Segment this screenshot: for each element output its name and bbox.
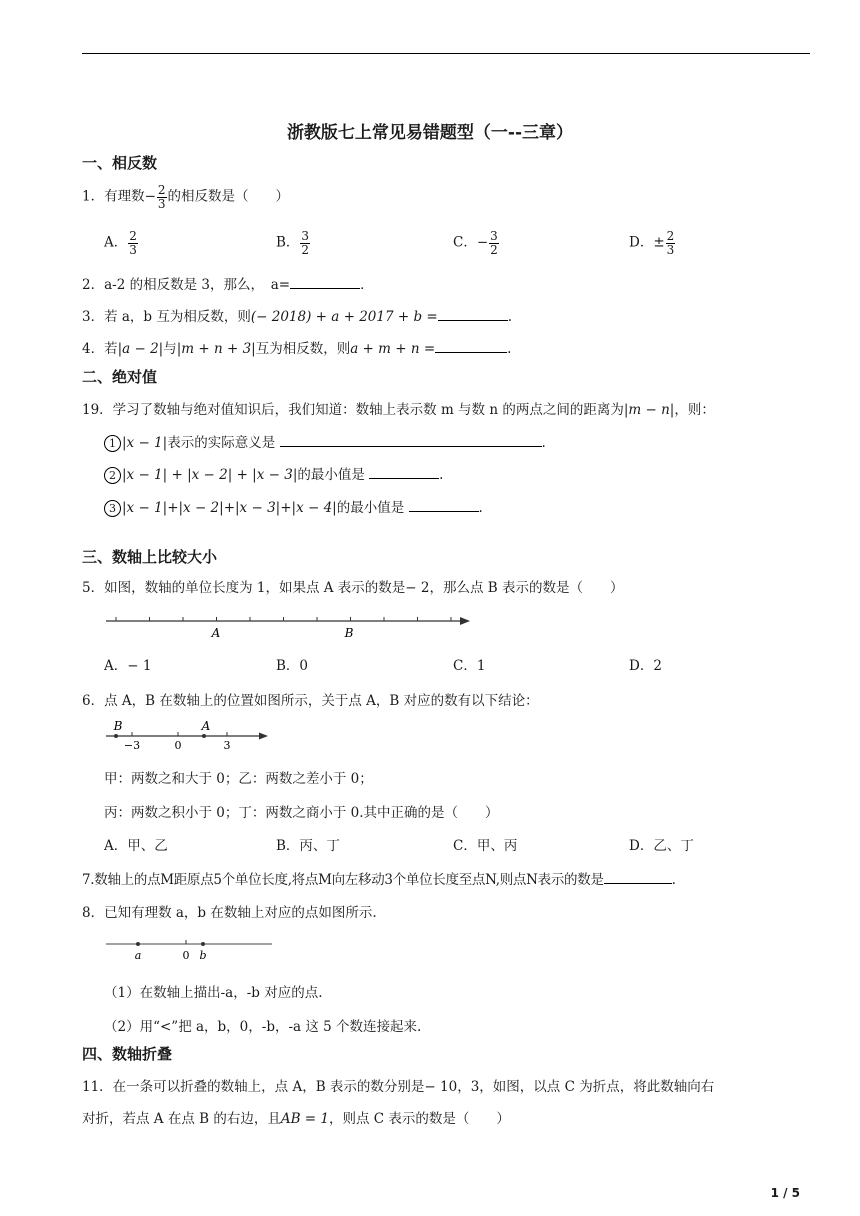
- q6-option-a: A．甲、乙: [104, 838, 168, 854]
- q5-option-a: A．− 1: [104, 658, 152, 674]
- page-number: 1 / 5: [770, 1186, 800, 1200]
- answer-blank: [438, 306, 508, 321]
- question-11-line-2: 对折，若点 A 在点 B 的右边，且AB = 1，则点 C 表示的数是（ ）: [82, 1111, 510, 1127]
- zero-label: 0: [182, 949, 190, 962]
- question-19: 19．学习了数轴与绝对值知识后，我们知道：数轴上表示数 m 与数 n 的两点之间的距离为|m − n|，则：: [82, 402, 715, 418]
- q1-option-c: C．− $\frac{3}{2}$: [453, 229, 498, 257]
- question-7: 7.数轴上的点M距原点5个单位长度,将点M向左移动3个单位长度至点N,则点N表示的数是 .: [82, 868, 676, 888]
- q19-item-3: 3 |x − 1|+|x − 2|+|x − 3|+|x − 4|的最小值是 .: [104, 496, 483, 517]
- question-6: 6．点 A，B 在数轴上的位置如图所示，关于点 A，B 对应的数有以下结论：: [82, 693, 539, 709]
- answer-blank: [409, 497, 479, 512]
- section-heading-number-line: 三、数轴上比较大小: [82, 548, 218, 566]
- q6-option-c: C．甲、丙: [453, 838, 518, 854]
- q19-item-2: 2 |x − 1| + |x − 2| + |x − 3|的最小值是 .: [104, 463, 443, 484]
- q1-option-d: D．± $\frac{2}{3}$: [629, 229, 675, 257]
- q8-subquestion-2: （2）用“<”把 a，b，0，-b，-a 这 5 个数连接起来.: [104, 1019, 422, 1035]
- answer-blank: [604, 869, 672, 884]
- point-b: [201, 942, 205, 946]
- q5-number-line-figure: [100, 608, 480, 644]
- tick-label: 0: [174, 739, 182, 752]
- q6-statement-1: 甲：两数之和大于 0；乙：两数之差小于 0；: [104, 771, 373, 787]
- section-heading-opposite: 一、相反数: [82, 154, 158, 172]
- q8-number-line-figure: [100, 932, 280, 964]
- q5-option-d: D．2: [629, 658, 662, 674]
- q6-option-b: B．丙、丁: [276, 838, 340, 854]
- header-rule: [82, 53, 810, 54]
- point-a: [136, 942, 140, 946]
- answer-blank: [280, 432, 542, 447]
- q6-statement-2: 丙：两数之积小于 0；丁：两数之商小于 0.其中正确的是（ ）: [104, 805, 499, 821]
- q1-option-a: A． $\frac{2}{3}$: [104, 229, 137, 257]
- tick-label: 3: [223, 739, 231, 752]
- q6-number-line-figure: [100, 718, 280, 754]
- question-5: 5．如图，数轴的单位长度为 1，如果点 A 表示的数是− 2，那么点 B 表示的数是（ ）: [82, 580, 624, 596]
- point-a-label: A: [201, 719, 211, 733]
- point-a-label: a: [134, 949, 142, 962]
- page-title: 浙教版七上常见易错题型（一--三章）: [286, 123, 574, 143]
- q5-option-b: B．0: [276, 658, 309, 674]
- question-11-line-1: 11．在一条可以折叠的数轴上，点 A，B 表示的数分别是− 10，3，如图，以点 C 为折点，将此数轴向右: [82, 1079, 715, 1095]
- answer-blank: [435, 338, 507, 353]
- q6-option-d: D．乙、丁: [629, 838, 694, 854]
- q8-subquestion-1: （1）在数轴上描出-a，-b 对应的点.: [104, 985, 323, 1001]
- answer-blank: [369, 464, 439, 479]
- point-b-label: B: [344, 626, 354, 640]
- q19-item-1: 1 |x − 1|表示的实际意义是 .: [104, 431, 546, 452]
- question-2: 2．a-2 的相反数是 3，那么， a= ．: [82, 273, 374, 293]
- axis-arrow: [259, 733, 268, 740]
- tick-label: −3: [123, 739, 141, 752]
- question-8: 8．已知有理数 a，b 在数轴上对应的点如图所示.: [82, 905, 377, 921]
- point-b: [114, 734, 118, 738]
- section-heading-absolute-value: 二、绝对值: [82, 368, 158, 386]
- point-a-label: A: [211, 626, 221, 640]
- q5-option-c: C．1: [453, 658, 486, 674]
- question-4: 4．若|a − 2|与|m + n + 3|互为相反数，则a + m + n = .: [82, 337, 511, 357]
- point-b-label: b: [199, 949, 207, 962]
- question-1: 1．有理数− $\frac{2}{3}$ 的相反数是（ ）: [82, 183, 290, 211]
- question-3: 3．若 a，b 互为相反数，则(− 2018) + a + 2017 + b = .: [82, 305, 512, 325]
- section-heading-folding: 四、数轴折叠: [82, 1045, 173, 1063]
- point-b-label: B: [113, 719, 123, 733]
- axis-arrow: [460, 617, 470, 625]
- fraction: $\frac{2}{3}$: [157, 183, 166, 211]
- point-a: [202, 734, 206, 738]
- q1-option-b: B． $\frac{3}{2}$: [276, 229, 310, 257]
- answer-blank: [290, 274, 360, 289]
